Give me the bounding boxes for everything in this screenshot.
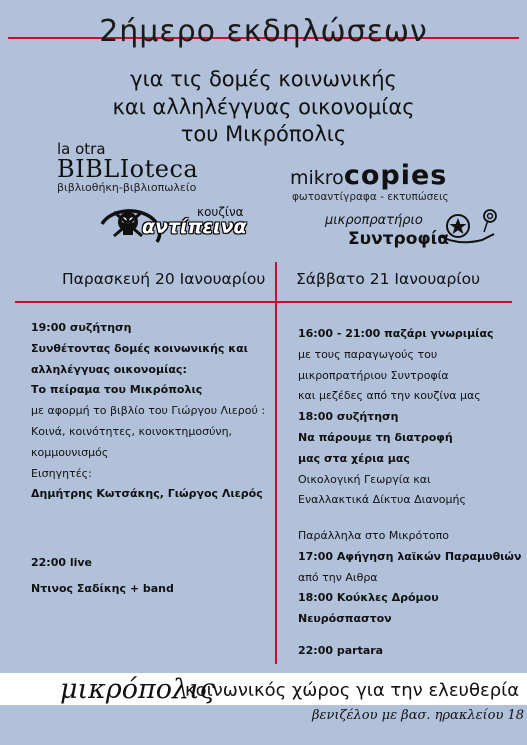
friday-live (31, 553, 271, 600)
copies-sub: φωτοαντίγραφα - εκτυπώσεις (292, 191, 449, 203)
snail-star-icon (438, 206, 500, 248)
copies-main: copies (343, 160, 448, 191)
program-line: με αφορμή το βιβλίο του Γιώργου Λιερού : (31, 404, 266, 418)
laotra-line-1: la otra (57, 140, 106, 158)
laotra-line-2: BIBLIoteca (57, 155, 199, 183)
program-line: 17:00 Αφήγηση λαϊκών Παραμυθιών (298, 549, 522, 563)
program-line: από την Αιθρα (298, 570, 378, 584)
program-line: Κοινά, κοινότητες, κοινοκτημοσύνη, (31, 424, 233, 438)
program-line: Δημήτρης Κωτσάκης, Γιώργος Λιερός (31, 487, 263, 501)
program-line: Εισηγητές: (31, 466, 92, 480)
subtitle-line-1: για τις δομές κοινωνικής (130, 67, 397, 91)
program-line: Οικολογική Γεωργία και (298, 472, 431, 486)
program-line: 18:00 συζήτηση (298, 410, 399, 424)
saturday-program (298, 324, 523, 511)
address: βενιζέλου με βασ. ηρακλείου 18 (312, 708, 525, 723)
copies-prefix: mikro (290, 167, 344, 189)
kouzina-label: κουζίνα (197, 205, 244, 219)
subtitle-line-3: του Μικρόπολις (180, 122, 347, 146)
program-line: Να πάρουμε τη διατροφή (298, 430, 453, 444)
friday-heading: Παρασκευή 20 Ιανουαρίου (62, 270, 266, 288)
subtitle-line-2: και αλληλέγγυας οικονομίας (112, 95, 415, 119)
program-line: Παράλληλα στο Μικρότοπο (298, 529, 449, 542)
program-line: αλληλέγγυας οικονομίας: (31, 362, 187, 376)
program-line: μικροπρατήριου Συντροφία (298, 368, 449, 382)
program-line: κομμουνισμός (31, 445, 109, 459)
column-divider-line (275, 262, 277, 664)
program-line: Συνθέτοντας δομές κοινωνικής και (31, 341, 248, 355)
saturday-parallel (298, 526, 523, 630)
program-line: Νευρόσπαστον (298, 612, 392, 626)
antipeina-label: αντίπεινα (142, 216, 247, 238)
footer-slogan: κοινωνικός χώρος για την ελευθερία (185, 680, 520, 701)
program-line: 18:00 Κούκλες Δρόμου (298, 591, 439, 605)
laotra-line-3: βιβλιοθήκη-βιβλιοπωλείο (57, 181, 197, 194)
day-separator-line (15, 301, 512, 303)
program-line: Ντινος Σαδίκης + band (31, 581, 174, 595)
program-line: 19:00 συζήτηση (31, 321, 132, 334)
page-title: 2ήμερο εκδηλώσεων (99, 14, 428, 49)
program-line: μας στα χέρια μας (298, 451, 410, 465)
partara-line: 22:00 partara (298, 644, 384, 657)
friday-program (31, 318, 271, 505)
la-otra-biblioteca-logo (57, 141, 198, 195)
program-line: και μεζέδες από την κουζίνα μας (298, 389, 481, 403)
program-line: 16:00 - 21:00 παζάρι γνωριμίας (298, 327, 494, 340)
mikropratirio-label: μικροπρατήριο (325, 213, 423, 228)
saturday-heading: Σάββατο 21 Ιανουαρίου (296, 270, 481, 288)
program-line: Το πείραμα του Μικρόπολις (31, 383, 203, 397)
program-line: Εναλλακτικά Δίκτυα Διανομής (298, 493, 466, 507)
syntrofia-label: Συντροφία (348, 229, 449, 249)
program-line: 22:00 live (31, 556, 93, 569)
program-line: με τους παραγωγούς του (298, 347, 438, 361)
mikropolis-logo: μικρόπολις (60, 674, 215, 705)
mikro-copies-logo (290, 160, 449, 203)
